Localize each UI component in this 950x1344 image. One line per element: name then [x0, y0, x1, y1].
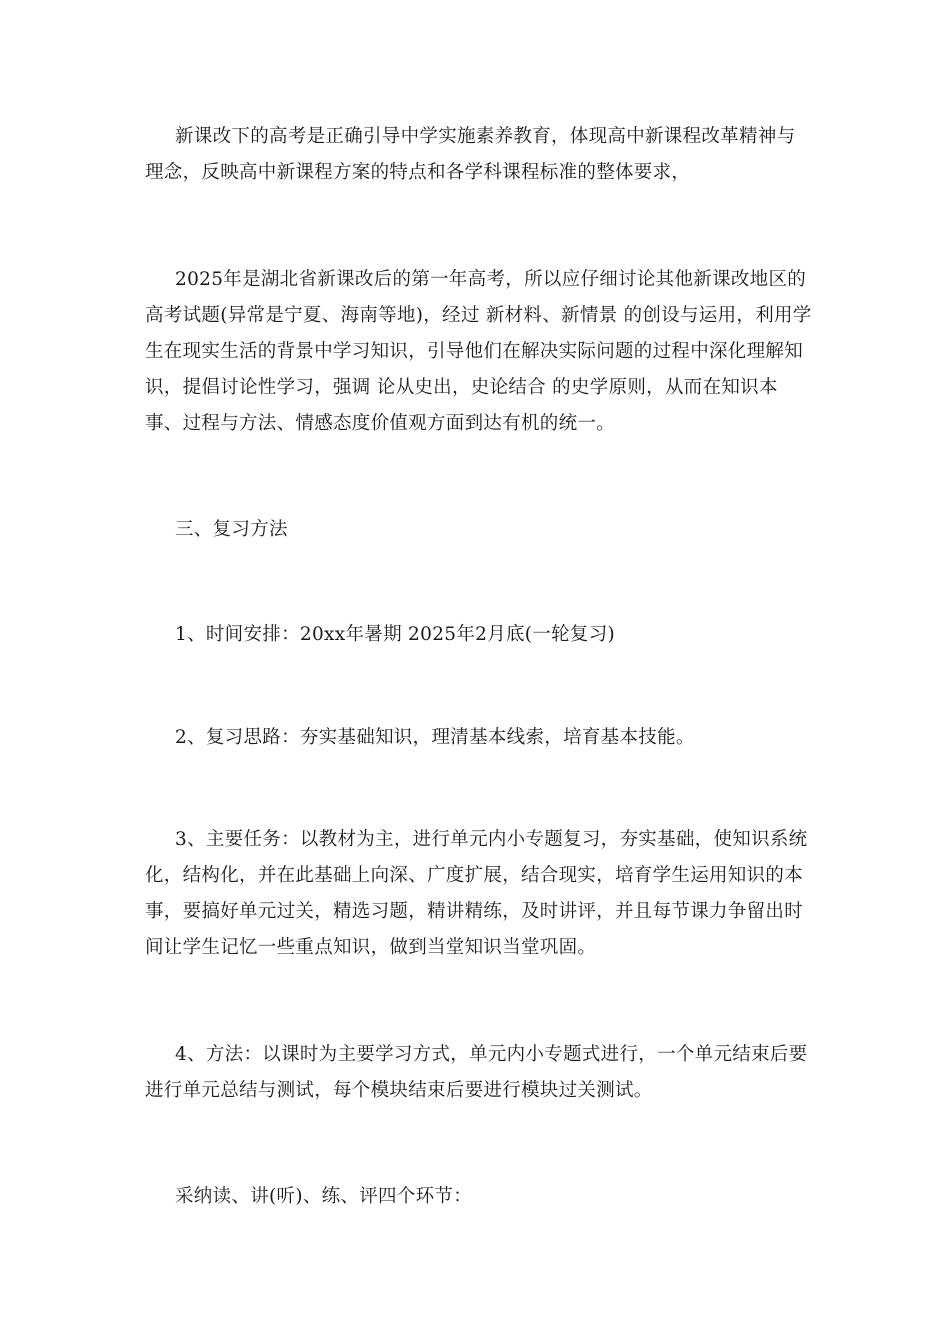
- paragraph-time-schedule: 1、时间安排：20xx年暑期 2025年2月底(一轮复习): [175, 624, 616, 645]
- paragraph-four-stages: 采纳读、讲(听)、练、评四个环节：: [175, 1186, 473, 1207]
- paragraph-review-approach: 2、复习思路：夯实基础知识，理清基本线索，培育基本技能。: [175, 727, 695, 748]
- section-heading-review-methods: 三、复习方法: [175, 519, 288, 540]
- paragraph-methods: 4、方法：以课时为主要学习方式，单元内小专题式进行，一个单元结束后要进行单元总结与测试，每个模块结束后要进行模块过关测试。: [145, 1044, 808, 1101]
- paragraph-main-tasks: 3、主要任务：以教材为主，进行单元内小专题复习，夯实基础，使知识系统化，结构化，并在此基础上向深、广度扩展，结合现实，培育学生运用知识的本事，要搞好单元过关，精选习题，精讲精练，及时讲评，并且每节课力争留出时间让学生记忆一些重点知识，做到当堂知识当堂巩固。: [145, 829, 808, 958]
- paragraph-intro: 新课改下的高考是正确引导中学实施素养教育，体现高中新课程改革精神与理念，反映高中新课程方案的特点和各学科课程标准的整体要求，: [145, 126, 796, 183]
- paragraph-2025-exam: 2025年是湖北省新课改后的第一年高考，所以应仔细讨论其他新课改地区的高考试题(异常是宁夏、海南等地)，经过 新材料、新情景 的创设与运用，利用学生在现实生活的背景中学习知识，引导他们在解决实际问题的过程中深化理解知识，提倡讨论性学习，强调 论从史出，史论结合 的史学原则，从而在知识本事、过程与方法、情感态度价值观方面到达有机的统一。: [145, 269, 812, 434]
